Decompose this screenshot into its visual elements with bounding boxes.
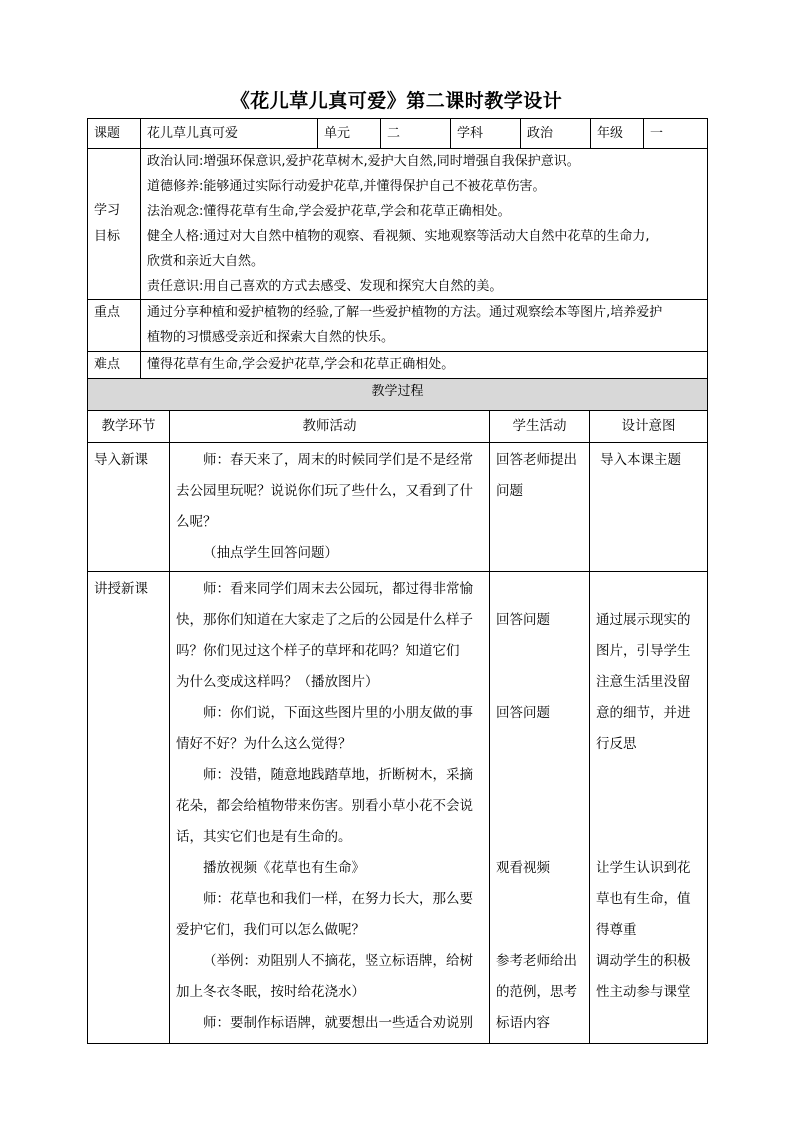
info-table [87, 118, 708, 411]
column-header-stage: 教学环节 [88, 411, 170, 443]
lecture-intent-line: 性主动参与课堂 [596, 984, 691, 1000]
unit-label: 单元 [324, 126, 351, 141]
lecture-student-line: 的范例，思考 [496, 984, 577, 1000]
lecture-intent-line: 行反思 [596, 736, 637, 752]
lecture-teacher-line: 师：你们说，下面这些图片里的小朋友做的事 [203, 705, 473, 721]
lecture-teacher-line: （举例：劝阻别人不摘花，竖立标语牌，给树 [203, 953, 473, 969]
subject-value: 政治 [527, 126, 554, 141]
process-header-row [88, 379, 708, 411]
process-header: 教学过程 [88, 379, 708, 411]
process-columns-row [88, 411, 708, 443]
objective-line: 法治观念:懂得花草有生命,学会爱护花草,学会和花草正确相处。 [147, 204, 511, 219]
objective-line: 道德修养:能够通过实际行动爱护花草,并懂得保护自己不被花草伤害。 [147, 179, 546, 194]
lecture-teacher-line: 师：没错，随意地践踏草地，折断树木，采摘 [203, 767, 473, 783]
lecture-intent-line [596, 1008, 701, 1039]
lecture-student-line [496, 729, 583, 760]
difficulty-label: 难点 [94, 357, 121, 372]
lecture-student-line: 参考老师给出 [496, 953, 577, 969]
intro-teacher-line: （抽点学生回答问题） [203, 545, 338, 561]
document-title: 《花儿草儿真可爱》第二课时教学设计 [230, 90, 563, 112]
grade-label: 年级 [597, 126, 624, 141]
intro-teacher-line: 师：春天来了，周末的时候同学们是不是经常 [203, 452, 473, 468]
intro-teacher-line: 去公园里玩呢？说说你们玩了些什么，又看到了什 [176, 483, 473, 499]
lecture-student-line [496, 667, 583, 698]
lecture-student-line [496, 636, 583, 667]
info-row [88, 119, 708, 149]
lecture-student-line [496, 822, 583, 853]
lecture-intent-line [596, 822, 701, 853]
course-label: 课题 [94, 126, 121, 141]
intro-teacher-line: 么呢？ [176, 514, 217, 530]
lecture-student-line: 观看视频 [496, 860, 550, 876]
key-points-row [88, 300, 708, 352]
lecture-teacher-line: 情好不好？为什么这么觉得？ [176, 736, 352, 752]
lecture-student-line [496, 915, 583, 946]
column-header-student: 学生活动 [490, 411, 590, 443]
lecture-teacher-line: 为什么变成这样吗？（播放图片） [176, 674, 379, 690]
lecture-student-line [496, 791, 583, 822]
lecture-intent-line: 得尊重 [596, 922, 637, 938]
lecture-intent-line: 注意生活里没留 [596, 674, 691, 690]
lecture-teacher-line: 师：看来同学们周末去公园玩，都过得非常愉 [203, 581, 473, 597]
course-value: 花儿草儿真可爱 [147, 126, 239, 141]
key-point-line: 植物的习惯感受亲近和探索大自然的快乐。 [147, 330, 395, 345]
subject-label: 学科 [457, 126, 484, 141]
lecture-teacher-line: 师：花草也和我们一样，在努力长大，那么要 [203, 891, 473, 907]
objectives-label-line1: 学习 [94, 203, 121, 218]
lecture-teacher-line: 花朵，都会给植物带来伤害。别看小草小花不会说 [176, 798, 473, 814]
intro-student-line: 问题 [496, 483, 523, 499]
lecture-teacher-line: 加上冬衣冬眠，按时给花浇水） [176, 984, 365, 1000]
lecture-intent-line: 调动学生的积极 [596, 953, 691, 969]
lecture-student-line: 回答问题 [496, 612, 550, 628]
lecture-intent-line [596, 760, 701, 791]
grade-value: 一 [650, 126, 664, 141]
objectives-label-line2: 目标 [94, 229, 121, 244]
objective-line: 政治认同:增强环保意识,爱护花草树木,爱护大自然,同时增强自我保护意识。 [147, 154, 580, 169]
process-table [87, 410, 708, 1044]
lecture-intent-line: 通过展示现实的 [596, 612, 691, 628]
lecture-intent-line [596, 574, 701, 605]
objective-line: 责任意识:用自己喜欢的方式去感受、发现和探究大自然的美。 [147, 279, 503, 294]
lecture-student-line [496, 574, 583, 605]
objectives-row [88, 149, 708, 300]
difficulty-row [88, 352, 708, 379]
intro-student-line: 回答老师提出 [496, 452, 577, 468]
column-header-intent: 设计意图 [590, 411, 708, 443]
objective-line: 欣赏和亲近大自然。 [147, 254, 265, 269]
lecture-intent-line: 让学生认识到花 [596, 860, 691, 876]
lecture-intent-line [596, 791, 701, 822]
lecture-student-line: 回答问题 [496, 705, 550, 721]
key-points-label: 重点 [94, 305, 121, 320]
lecture-teacher-line: 师：要制作标语牌，就要想出一些适合劝说别 [203, 1015, 473, 1031]
lecture-row [88, 572, 708, 1044]
lecture-teacher-line: 话，其实它们也是有生命的。 [176, 829, 352, 845]
objective-line: 健全人格:通过对大自然中植物的观察、看视频、实地观察等活动大自然中花草的生命力, [147, 229, 650, 244]
lecture-teacher-line: 快，那你们知道在大家走了之后的公园是什么样子 [176, 612, 473, 628]
intro-stage: 导入新课 [94, 452, 148, 468]
lecture-teacher-line: 吗？你们见过这个样子的草坪和花吗？知道它们 [176, 643, 460, 659]
lecture-intent-line: 图片，引导学生 [596, 643, 691, 659]
lecture-intent-line: 意的细节，并进 [596, 705, 691, 721]
lecture-stage: 讲授新课 [94, 581, 148, 597]
difficulty-text: 懂得花草有生命,学会爱护花草,学会和花草正确相处。 [147, 357, 455, 372]
intro-intent: 导入本课主题 [600, 452, 681, 468]
lecture-student-line [496, 884, 583, 915]
lecture-intent-line: 草也有生命，值 [596, 891, 691, 907]
lecture-teacher-line: 爱护它们，我们可以怎么做呢？ [176, 922, 365, 938]
unit-value: 二 [387, 126, 401, 141]
lecture-student-line [496, 760, 583, 791]
column-header-teacher: 教师活动 [170, 411, 490, 443]
key-point-line: 通过分享种植和爱护植物的经验,了解一些爱护植物的方法。通过观察绘本等图片,培养爱护 [147, 305, 663, 320]
lecture-student-line: 标语内容 [496, 1015, 550, 1031]
lecture-teacher-line: 播放视频《花草也有生命》 [203, 860, 365, 876]
intro-row [88, 443, 708, 572]
